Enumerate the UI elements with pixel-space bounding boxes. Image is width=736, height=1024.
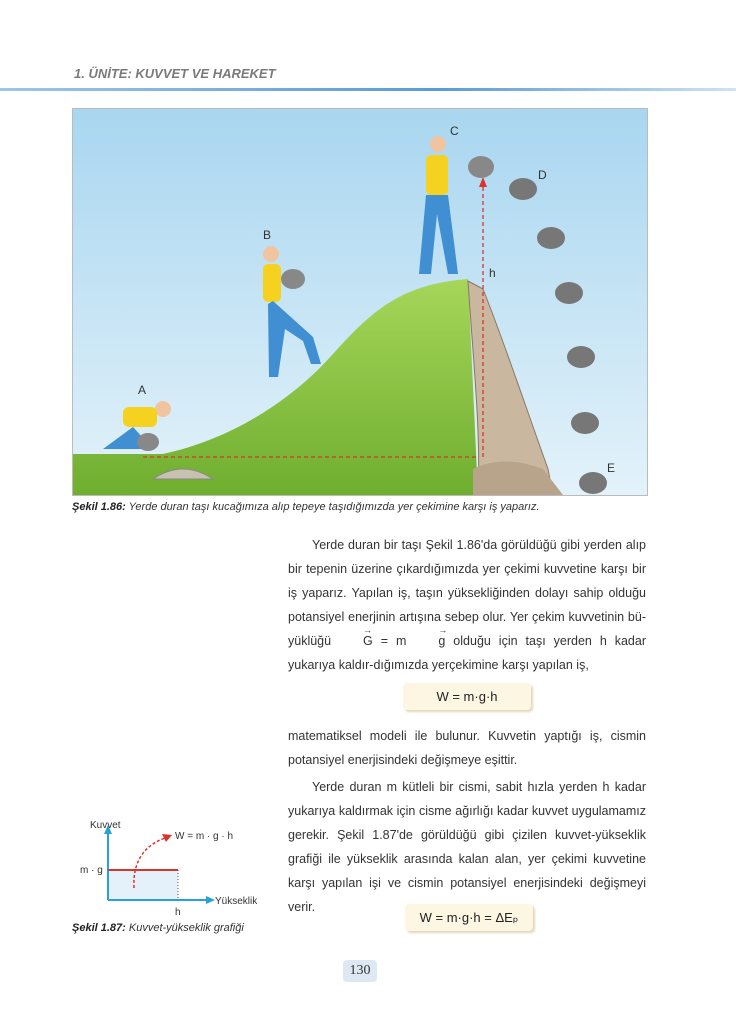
figure-1-87-caption: Şekil 1.87: Kuvvet-yükseklik grafiği [72, 922, 244, 934]
label-e: E [607, 461, 616, 475]
label-c: C [450, 124, 459, 138]
page-number: 130 [343, 960, 377, 982]
area-under-line [108, 870, 178, 900]
figure-1-86-illustration [72, 108, 648, 496]
formula-potential-energy: W = m·g·h = ΔEₚ [405, 904, 533, 931]
label-b: B [263, 228, 272, 242]
paragraph-3: Yerde duran m kütleli bir cismi, sabit hızla yerden h kadar yukarıya kaldırmak için cisme ağırlığı kadar kuvvet uygulamamız gerekir. Şekil 1.87'de görüldüğü gibi çizilen kuvvet-yükseklik grafiği ile yükseklik arasında kalan alan, yer çekimi kuvvetine karşı yapılan işi ve cismin potansiyel enerjisindeki değişmeyi verir. [288, 780, 646, 914]
label-a: A [138, 383, 147, 397]
figure-1-86-caption: Şekil 1.86: Yerde duran taşı kucağımıza alıp tepeye taşıdığımızda yer çekimine karşı iş yaparız. [72, 501, 540, 513]
y-value-label: m · g [80, 865, 103, 876]
label-d: D [538, 168, 547, 182]
formula-work: W = m·g·h [403, 683, 531, 710]
figure-1-87-graph [60, 810, 280, 920]
paragraph-2: matematiksel modeli ile bulunur. Kuvvetin yaptığı iş, cismin potansiyel enerjisindeki değişmeye eşittir. [288, 729, 646, 767]
y-axis-label: Kuvvet [90, 820, 121, 831]
label-h: h [489, 266, 496, 280]
header-divider [0, 88, 736, 91]
x-axis-label: Yükseklik [215, 896, 258, 907]
area-label: W = m · g · h [175, 831, 234, 842]
x-value-label: h [175, 907, 181, 918]
unit-header: 1. ÜNİTE: KUVVET VE HAREKET [74, 66, 276, 81]
paragraph-1: Yerde duran bir taşı Şekil 1.86'da görüldüğü gibi yerden alıp bir tepenin üzerine çıkardığımızda yer çekimi kuvvetine karşı bir iş yaparız. Yapılan iş, taşın yüksekliğinden dolayı sahip olduğu potansiyel enerjinin artışına sebep olur. Yer çekim kuvvetinin bü- yüklüğü → G = m → g olduğu için taşı yerden h kadar yukarıya kaldır-dığımızda yerçekimine karşı yapılan iş, [288, 533, 646, 677]
